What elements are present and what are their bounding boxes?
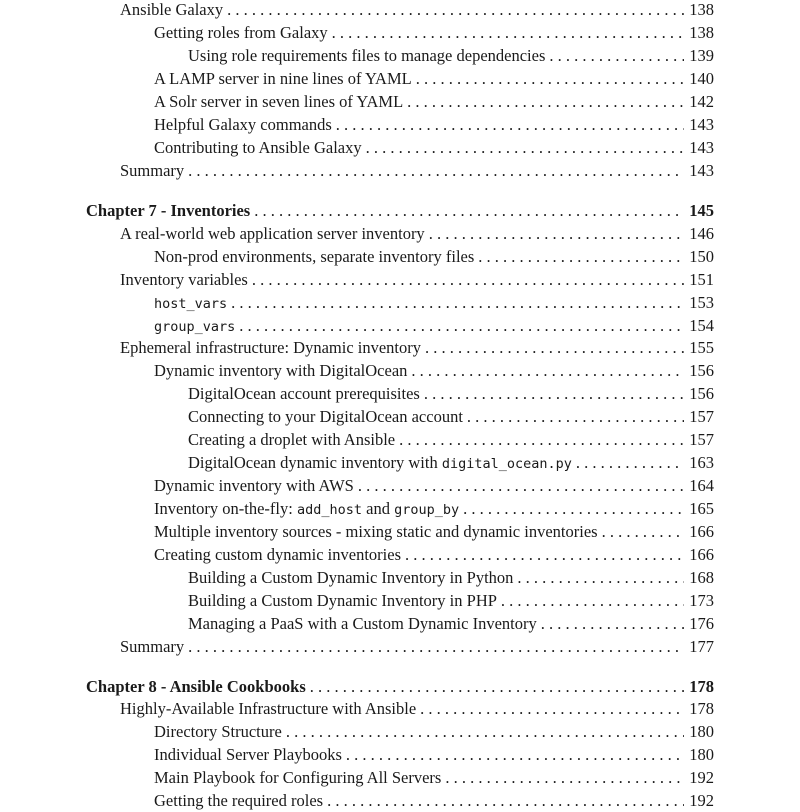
toc-chapter-entry[interactable] xyxy=(0,199,800,222)
toc-title-text: Building a Custom Dynamic Inventory in PHP xyxy=(188,591,497,610)
toc-page-number: 157 xyxy=(689,430,714,449)
toc-page-number: 173 xyxy=(689,591,714,610)
toc-page-number: 150 xyxy=(689,247,714,266)
toc-title-text: Getting roles from Galaxy xyxy=(154,23,328,42)
toc-title-text: Chapter 8 - Ansible Cookbooks xyxy=(86,677,306,696)
toc-title-text: Inventory on-the-fly: xyxy=(154,499,297,518)
toc-title-text: Directory Structure xyxy=(154,722,282,741)
toc-page-number: 163 xyxy=(689,453,714,472)
toc-title-text: Summary xyxy=(120,161,185,180)
toc-entry-title xyxy=(154,245,474,268)
dot-leader xyxy=(286,720,684,743)
dot-leader xyxy=(252,268,684,291)
toc-entry-title xyxy=(188,405,463,428)
toc-title-text: A LAMP server in nine lines of YAML xyxy=(154,69,412,88)
toc-title-text: A real-world web application server inventory xyxy=(120,224,425,243)
dot-leader xyxy=(576,451,684,474)
toc-entry[interactable] xyxy=(0,245,800,268)
toc-page-number: 192 xyxy=(689,768,714,787)
toc-title-text: Multiple inventory sources - mixing static and dynamic inventories xyxy=(154,522,598,541)
dot-leader xyxy=(346,743,684,766)
toc-title-text: Contributing to Ansible Galaxy xyxy=(154,138,362,157)
toc-entry-title xyxy=(120,222,425,245)
dot-leader xyxy=(188,635,684,658)
toc-entry-title xyxy=(120,0,223,21)
toc-page-number: 146 xyxy=(689,224,714,243)
dot-leader xyxy=(407,90,684,113)
dot-leader xyxy=(445,766,684,789)
toc-title-text: Getting the required roles xyxy=(154,791,324,810)
toc-page-number: 143 xyxy=(689,138,714,157)
toc-entry[interactable] xyxy=(0,268,800,291)
toc-title-text: DigitalOcean dynamic inventory with xyxy=(188,453,442,472)
toc-entry-title xyxy=(154,67,412,90)
toc-page-number: 139 xyxy=(689,46,714,65)
toc-entry[interactable] xyxy=(0,359,800,382)
toc-page-number: 192 xyxy=(689,791,714,810)
dot-leader xyxy=(517,566,684,589)
dot-leader xyxy=(254,199,684,222)
toc-entry[interactable] xyxy=(0,451,800,474)
toc-title-text: Individual Server Playbooks xyxy=(154,745,342,764)
dot-leader xyxy=(332,21,684,44)
toc-entry[interactable] xyxy=(0,382,800,405)
toc-title-text: Connecting to your DigitalOcean account xyxy=(188,407,463,426)
toc-page-number: 180 xyxy=(689,745,714,764)
toc-entry-title xyxy=(154,720,282,743)
toc-entry-title xyxy=(188,428,395,451)
toc-entry[interactable] xyxy=(0,566,800,589)
toc-title-text: Summary xyxy=(120,637,185,656)
toc-entry-title xyxy=(188,612,537,635)
toc-title-text: Dynamic inventory with DigitalOcean xyxy=(154,361,408,380)
toc-page-number: 177 xyxy=(689,637,714,656)
toc-title-code: add_host xyxy=(296,502,362,518)
dot-leader xyxy=(188,159,684,182)
toc-page-number: 180 xyxy=(689,722,714,741)
toc-entry[interactable] xyxy=(0,291,800,314)
toc-entry-title xyxy=(120,159,184,182)
toc-entry-title xyxy=(154,743,342,766)
dot-leader xyxy=(366,136,684,159)
dot-leader xyxy=(405,543,684,566)
toc-entry[interactable] xyxy=(0,405,800,428)
dot-leader xyxy=(411,359,684,382)
toc-page-number: 164 xyxy=(689,476,714,495)
toc-title-text: and xyxy=(362,499,395,518)
dot-leader xyxy=(425,336,684,359)
toc-page-number: 138 xyxy=(689,23,714,42)
toc-page-number: 154 xyxy=(689,316,714,335)
toc-entry-title xyxy=(154,520,598,543)
toc-page-number: 157 xyxy=(689,407,714,426)
toc-title-code: group_by xyxy=(394,502,460,518)
toc-entry[interactable] xyxy=(0,589,800,612)
toc-title-text: Ansible Galaxy xyxy=(120,0,224,19)
toc-entry-title xyxy=(188,44,545,67)
toc-title-text: A Solr server in seven lines of YAML xyxy=(154,92,404,111)
toc-entry-title xyxy=(154,21,328,44)
toc-entry-title xyxy=(154,474,354,497)
toc-entry-title xyxy=(120,635,184,658)
dot-leader xyxy=(310,675,684,698)
toc-entry[interactable] xyxy=(0,743,800,766)
dot-leader xyxy=(602,520,684,543)
toc-entry-title xyxy=(86,675,306,698)
toc-entry[interactable] xyxy=(0,21,800,44)
toc-title-text: Main Playbook for Configuring All Servers xyxy=(154,768,442,787)
toc-page-number: 156 xyxy=(689,361,714,380)
toc-page-number: 153 xyxy=(689,293,714,312)
dot-leader xyxy=(463,497,684,520)
toc-entry[interactable] xyxy=(0,90,800,113)
toc-entry[interactable] xyxy=(0,428,800,451)
dot-leader xyxy=(327,789,684,812)
toc-entry[interactable] xyxy=(0,136,800,159)
toc-entry[interactable] xyxy=(0,697,800,720)
toc-entry[interactable] xyxy=(0,497,800,520)
toc-title-code: group_vars xyxy=(154,319,236,335)
toc-entry[interactable] xyxy=(0,0,800,21)
toc-page-number: 140 xyxy=(689,69,714,88)
toc-entry[interactable] xyxy=(0,766,800,789)
dot-leader xyxy=(231,291,684,314)
toc-title-text: Helpful Galaxy commands xyxy=(154,115,332,134)
toc-entry-title xyxy=(154,497,459,522)
toc-title-text: Dynamic inventory with AWS xyxy=(154,476,354,495)
toc-page-number: 166 xyxy=(689,545,714,564)
dot-leader xyxy=(424,382,684,405)
dot-leader xyxy=(420,697,684,720)
toc-page-number: 143 xyxy=(689,115,714,134)
toc-entry-title xyxy=(154,291,227,316)
toc-entry-title xyxy=(154,543,401,566)
toc-entry[interactable] xyxy=(0,336,800,359)
toc-entry-title xyxy=(188,451,572,476)
toc-title-text: Non-prod environments, separate inventory files xyxy=(154,247,475,266)
toc-page-number: 176 xyxy=(689,614,714,633)
toc-title-text: Building a Custom Dynamic Inventory in Python xyxy=(188,568,514,587)
toc-page-number: 156 xyxy=(689,384,714,403)
toc-entry[interactable] xyxy=(0,789,800,812)
dot-leader xyxy=(227,0,684,21)
toc-entry[interactable] xyxy=(0,635,800,658)
toc-entry-title xyxy=(154,113,332,136)
toc-entry[interactable] xyxy=(0,314,800,337)
toc-entry-title xyxy=(188,382,420,405)
toc-page-number: 142 xyxy=(689,92,714,111)
toc-entry[interactable] xyxy=(0,612,800,635)
toc-page-number: 143 xyxy=(689,161,714,180)
toc-title-text: Managing a PaaS with a Custom Dynamic Inventory xyxy=(188,614,537,633)
toc-entry-title xyxy=(154,789,323,812)
toc-chapter-entry[interactable] xyxy=(0,675,800,698)
toc-entry[interactable] xyxy=(0,44,800,67)
toc-page-number: 165 xyxy=(689,499,714,518)
toc-page-number: 145 xyxy=(689,201,714,220)
toc-entry-title xyxy=(154,136,362,159)
toc-page-number: 178 xyxy=(689,699,714,718)
toc-entry[interactable] xyxy=(0,67,800,90)
toc-entry-title xyxy=(120,697,416,720)
toc-entry[interactable] xyxy=(0,474,800,497)
toc-entry[interactable] xyxy=(0,720,800,743)
toc-entry-title xyxy=(188,589,497,612)
toc-entry-title xyxy=(188,566,513,589)
dot-leader xyxy=(336,113,684,136)
toc-page-number: 166 xyxy=(689,522,714,541)
toc-title-text: Highly-Available Infrastructure with Ansible xyxy=(120,699,417,718)
dot-leader xyxy=(501,589,684,612)
toc-title-code: digital_ocean.py xyxy=(441,456,572,472)
toc-entry-title xyxy=(120,268,248,291)
toc-page-number: 138 xyxy=(689,0,714,19)
toc-title-code: host_vars xyxy=(154,296,228,312)
dot-leader xyxy=(478,245,684,268)
toc-title-text: Creating a droplet with Ansible xyxy=(188,430,396,449)
toc-entry[interactable] xyxy=(0,520,800,543)
toc-entry-title xyxy=(120,336,421,359)
toc-entry[interactable] xyxy=(0,159,800,182)
dot-leader xyxy=(239,314,684,337)
toc-page-number: 168 xyxy=(689,568,714,587)
dot-leader xyxy=(358,474,684,497)
toc-title-text: Creating custom dynamic inventories xyxy=(154,545,401,564)
toc-title-text: Inventory variables xyxy=(120,270,248,289)
toc-entry-title xyxy=(86,199,250,222)
dot-leader xyxy=(549,44,684,67)
dot-leader xyxy=(467,405,684,428)
toc-title-text: Ephemeral infrastructure: Dynamic inventory xyxy=(120,338,422,357)
dot-leader xyxy=(541,612,684,635)
toc-entry-title xyxy=(154,766,441,789)
toc-page-number: 155 xyxy=(689,338,714,357)
toc-entry[interactable] xyxy=(0,222,800,245)
dot-leader xyxy=(429,222,684,245)
toc-page-number: 151 xyxy=(689,270,714,289)
dot-leader xyxy=(416,67,684,90)
toc-entry[interactable] xyxy=(0,543,800,566)
toc-entry-title xyxy=(154,90,403,113)
toc-page-number: 178 xyxy=(689,677,714,696)
toc-title-text: Chapter 7 - Inventories xyxy=(86,201,251,220)
dot-leader xyxy=(399,428,684,451)
toc-title-text: DigitalOcean account prerequisites xyxy=(188,384,420,403)
toc-entry[interactable] xyxy=(0,113,800,136)
toc-entry-title xyxy=(154,359,407,382)
toc-title-text: Using role requirements files to manage dependencies xyxy=(188,46,546,65)
